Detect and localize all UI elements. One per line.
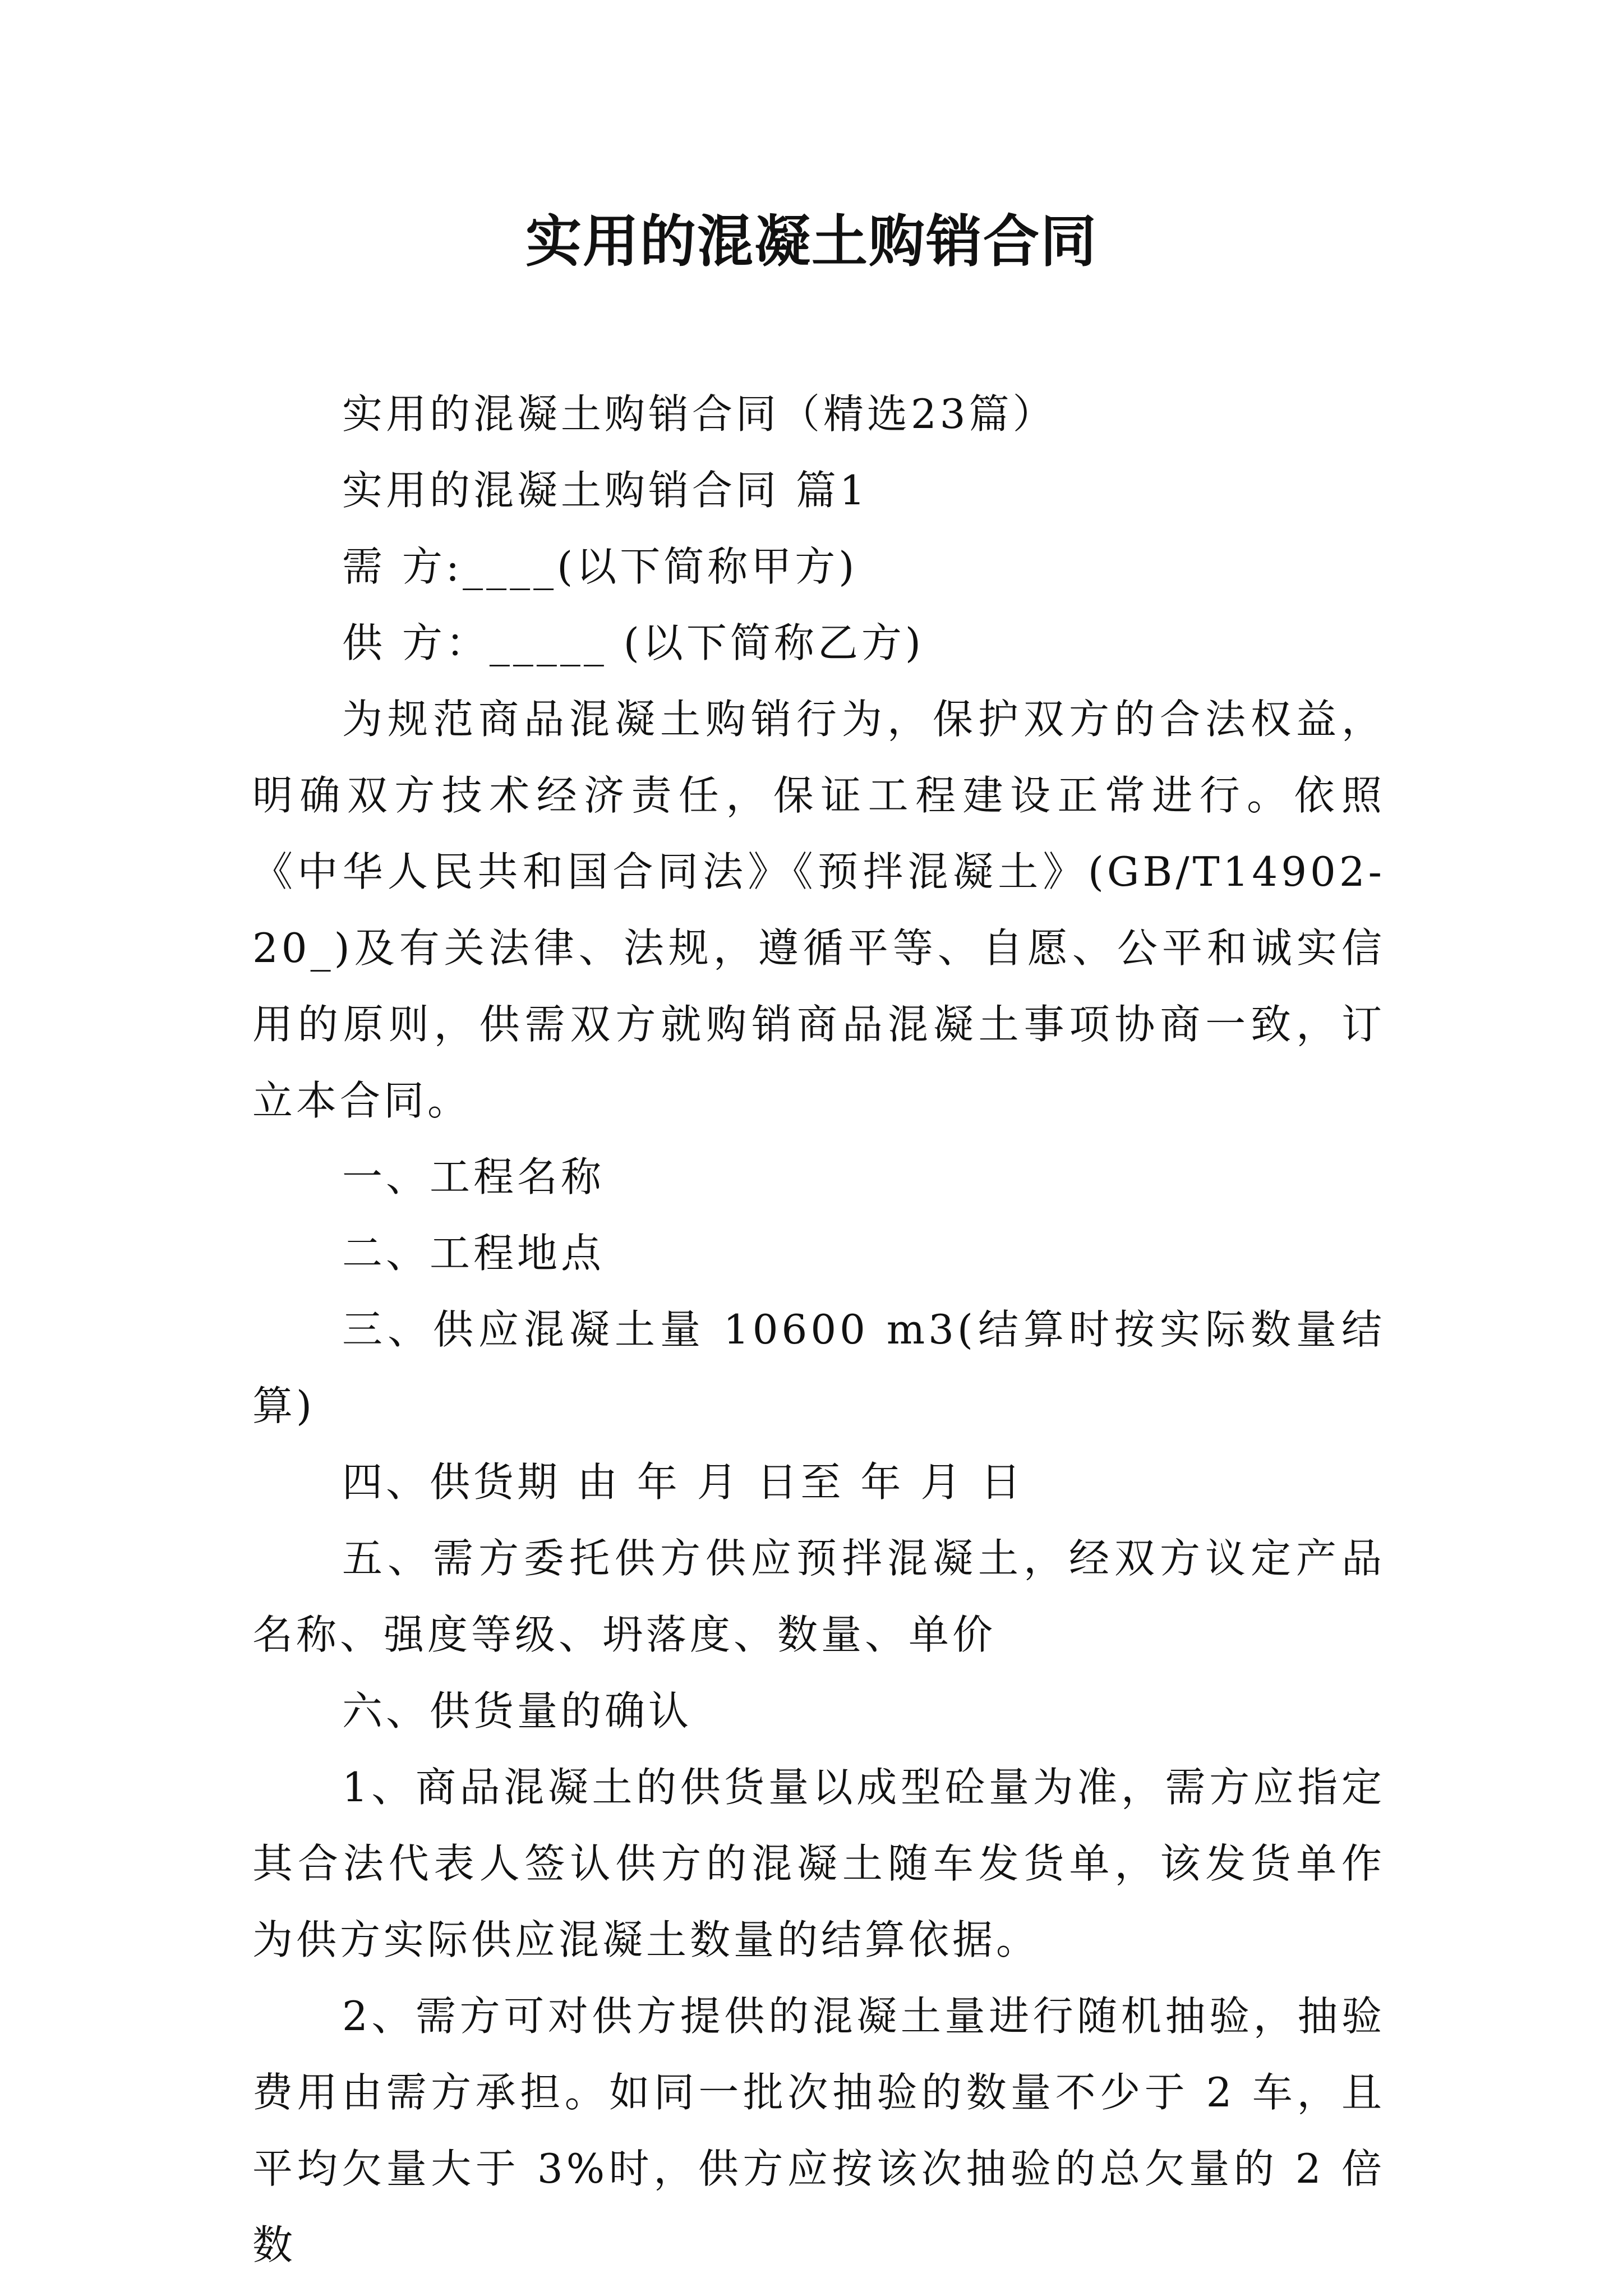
paragraph-clause-1: 1、商品混凝土的供货量以成型砼量为准，需方应指定其合法代表人签认供方的混凝土随车发货单，该发货单作为供方实际供应混凝土数量的结算依据。 bbox=[252, 1764, 1385, 1963]
paragraph-project-name: 一、工程名称 bbox=[342, 1153, 605, 1200]
paragraph-buyer: 需 方:____(以下简称甲方) bbox=[342, 543, 858, 590]
paragraph-supply-quantity: 三、供应混凝土量 10600 m3(结算时按实际数量结算) bbox=[252, 1306, 1385, 1429]
document-title: 实用的混凝土购销合同 bbox=[525, 208, 1098, 274]
paragraph-quantity-confirmation: 六、供货量的确认 bbox=[342, 1687, 693, 1734]
paragraph-seller: 供 方：_____ (以下简称乙方) bbox=[342, 619, 924, 666]
paragraph-clause-2: 2、需方可对供方提供的混凝土量进行随机抽验，抽验费用由需方承担。如同一批次抽验的数量不少于 2 车，且平均欠量大于 3%时，供方应按该次抽验的总欠量的 2 倍数 bbox=[252, 1993, 1385, 2269]
document-body bbox=[252, 376, 1385, 2283]
paragraph-article-heading: 实用的混凝土购销合同 篇1 bbox=[342, 467, 869, 514]
paragraph-collection-heading: 实用的混凝土购销合同（精选23篇） bbox=[342, 390, 1057, 438]
paragraph-preamble: 为规范商品混凝土购销行为，保护双方的合法权益，明确双方技术经济责任，保证工程建设正常进行。依照《中华人民共和国合同法》《预拌混凝土》(GB/T14902-20_)及有关法律、法规，遵循平等、自愿、公平和诚实信用的原则，供需双方就购销商品混凝土事项协商一致，订立本合同。 bbox=[252, 696, 1385, 1124]
paragraph-product-spec: 五、需方委托供方供应预拌混凝土，经双方议定产品名称、强度等级、坍落度、数量、单价 bbox=[252, 1535, 1385, 1658]
paragraph-supply-period: 四、供货期 由 年 月 日至 年 月 日 bbox=[342, 1458, 1025, 1506]
paragraph-project-location: 二、工程地点 bbox=[342, 1230, 605, 1277]
